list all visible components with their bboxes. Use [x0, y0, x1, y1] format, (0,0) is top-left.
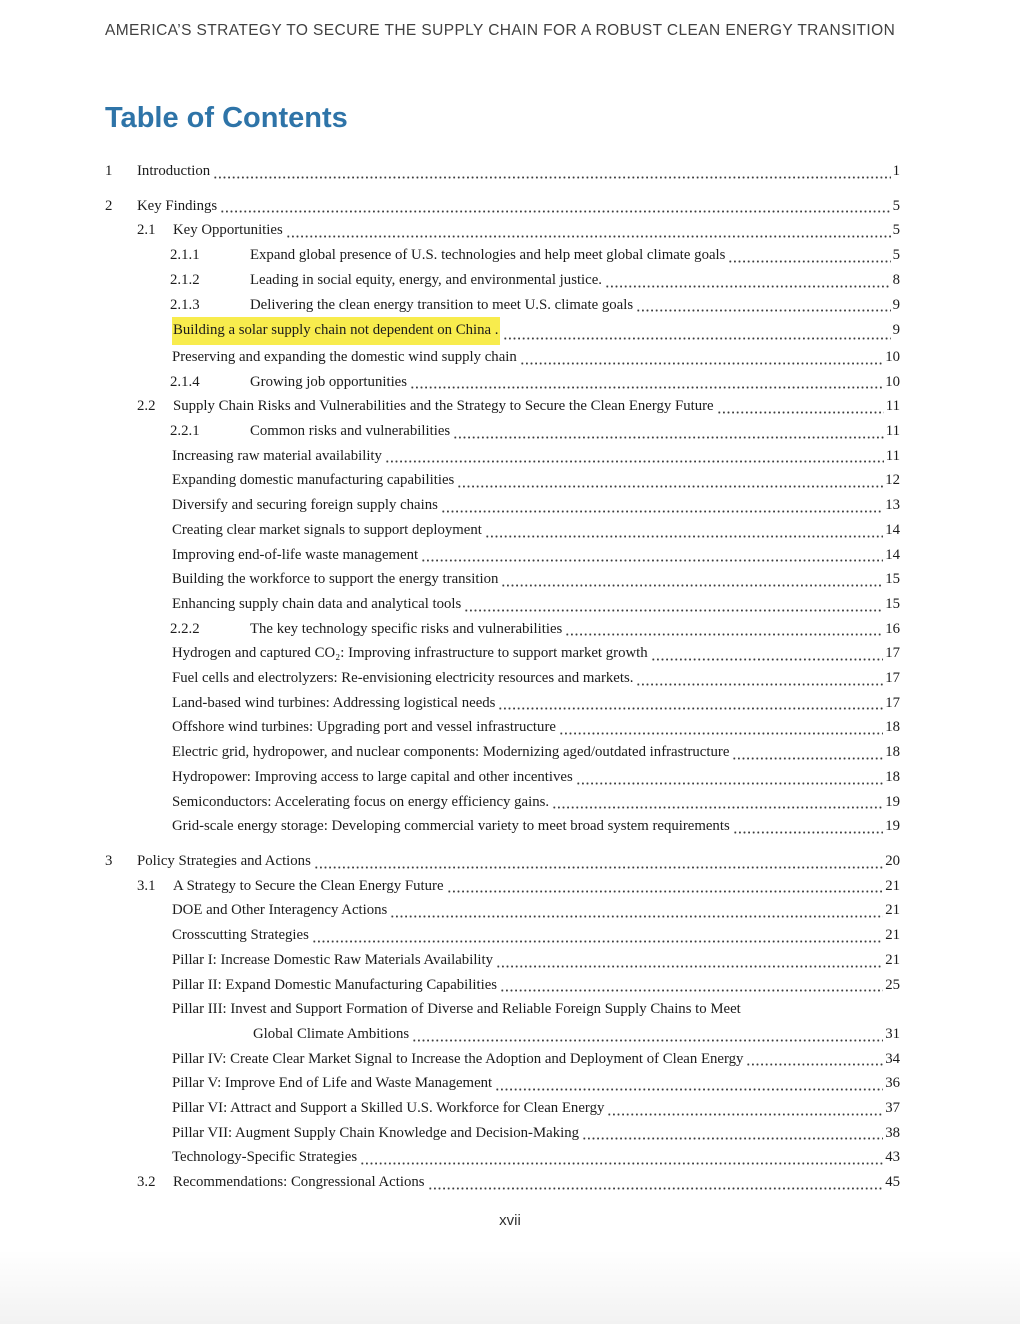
dot-leader [559, 715, 883, 740]
dot-leader [457, 468, 883, 493]
toc-entry-number: 2.1.3 [170, 296, 200, 313]
dot-leader [503, 317, 890, 345]
toc-entry-title: Electric grid, hydropower, and nuclear components: Modernizing aged/outdated infrastructure [172, 744, 730, 761]
toc-entry[interactable] [105, 814, 900, 839]
dot-leader [496, 948, 883, 973]
toc-entry-number: 2.2.1 [170, 423, 200, 440]
toc-entry-title: Key Findings [137, 197, 218, 214]
toc-entry-page: 36 [885, 1075, 900, 1092]
dot-leader [428, 1170, 884, 1195]
toc-entry[interactable] [105, 468, 900, 493]
dot-leader [636, 666, 883, 691]
toc-entry-number: 2.1.1 [170, 247, 200, 264]
toc-entry-page: 21 [885, 951, 900, 968]
toc-entry[interactable] [105, 518, 900, 543]
dot-leader [651, 641, 884, 666]
toc-entry-title: Pillar IV: Create Clear Market Signal to Increase the Adoption and Deployment of Clean Energy [172, 1050, 744, 1067]
dot-leader [636, 293, 890, 318]
toc-entry-title: Delivering the clean energy transition to meet U.S. climate goals [250, 296, 634, 313]
dot-leader [500, 973, 883, 998]
toc-entry-title: Crosscutting Strategies [172, 927, 309, 944]
toc-entry-number: 1 [105, 163, 113, 179]
dot-leader [385, 444, 884, 469]
toc-entry[interactable] [105, 973, 900, 998]
toc-entry-title: A Strategy to Secure the Clean Energy Future [173, 877, 444, 894]
dot-leader [744, 997, 898, 1022]
toc-entry[interactable] [105, 923, 900, 948]
dot-leader [286, 218, 891, 243]
dot-leader [453, 419, 884, 444]
toc-entry-page: 11 [885, 447, 900, 464]
dot-leader [447, 874, 884, 899]
dot-leader [421, 543, 883, 568]
toc-entry[interactable] [105, 592, 900, 617]
toc-entry-number: 2.1.4 [170, 373, 200, 390]
toc-entry-title: Pillar III: Invest and Support Formation of Diverse and Reliable Foreign Supply Chains to Meet [172, 1001, 741, 1018]
toc-entry[interactable] [105, 194, 900, 219]
dot-leader [220, 194, 890, 219]
toc-entry-page: 14 [885, 546, 900, 563]
toc-entry-page: 21 [885, 927, 900, 944]
toc-entry[interactable] [105, 948, 900, 973]
toc-entry-number: 2 [105, 197, 113, 214]
toc-entry-title: Common risks and vulnerabilities [250, 423, 451, 440]
toc-entry[interactable] [105, 1022, 900, 1047]
toc-entry[interactable] [105, 1121, 900, 1146]
toc-entry[interactable] [105, 691, 900, 716]
toc-entry-title: Preserving and expanding the domestic wind supply chain [172, 348, 517, 365]
toc-entry[interactable] [105, 765, 900, 790]
toc-entry-title: Growing job opportunities [250, 373, 408, 390]
toc-entry-title: Key Opportunities [173, 222, 283, 239]
toc-entry[interactable] [105, 1145, 900, 1170]
toc-entry-page: 12 [885, 472, 900, 489]
toc-entry-title: Creating clear market signals to support deployment [172, 521, 482, 538]
toc-entry-title: Leading in social equity, energy, and environmental justice. [250, 271, 603, 288]
toc-entry-page: 43 [885, 1149, 900, 1166]
dot-leader [607, 1096, 883, 1121]
toc-entry[interactable] [105, 874, 900, 899]
toc-entry[interactable] [105, 1096, 900, 1121]
toc-entry-title: Diversify and securing foreign supply chains [172, 497, 438, 514]
dot-leader [213, 159, 890, 184]
dot-leader [732, 740, 883, 765]
toc-entry[interactable] [105, 268, 900, 293]
toc-entry-title: Pillar VI: Attract and Support a Skilled U.S. Workforce for Clean Energy [172, 1100, 605, 1117]
toc-entry-title: Expand global presence of U.S. technologies and help meet global climate goals [250, 247, 726, 264]
toc-entry-title: Pillar I: Increase Domestic Raw Materials Availability [172, 951, 494, 968]
toc-entry-page: 9 [892, 322, 900, 339]
toc-entry-page: 10 [885, 373, 900, 390]
toc-entry-title: The key technology specific risks and vulnerabilities [250, 620, 563, 637]
toc-entry-page: 8 [892, 271, 900, 288]
toc-entry-title: Hydrogen and captured CO₂: Improving infrastructure to support market growth [172, 645, 648, 662]
dot-leader [410, 370, 883, 395]
toc-entry-title: Enhancing supply chain data and analytical tools [172, 595, 462, 612]
toc-entry-title: Recommendations: Congressional Actions [173, 1174, 425, 1191]
toc-entry[interactable] [105, 317, 900, 345]
toc-entry-page: 1 [892, 163, 900, 179]
toc-entry-title: Improving end-of-life waste management [172, 546, 419, 563]
toc-entry-title: Land-based wind turbines: Addressing logistical needs [172, 694, 496, 711]
toc-entry-page: 5 [892, 222, 900, 239]
toc-entry[interactable] [105, 394, 900, 419]
toc-entry[interactable] [105, 715, 900, 740]
dot-leader [501, 567, 883, 592]
toc-entry-number: 3 [105, 852, 113, 869]
toc-entry-title: Pillar II: Expand Domestic Manufacturing Capabilities [172, 976, 498, 993]
dot-leader [464, 592, 883, 617]
dot-leader [582, 1121, 883, 1146]
toc-entry-title: Building the workforce to support the energy transition [172, 571, 499, 588]
dot-leader [728, 243, 890, 268]
document-header: AMERICA’S STRATEGY TO SECURE THE SUPPLY CHAIN FOR A ROBUST CLEAN ENERGY TRANSITION [105, 22, 896, 39]
toc-entry-page: 21 [885, 877, 900, 894]
toc-entry-page: 34 [885, 1050, 900, 1067]
toc-entry[interactable] [105, 849, 900, 874]
toc-entry-page: 10 [885, 348, 900, 365]
toc-entry-number: 2.1 [137, 222, 156, 239]
toc-entry-title: Introduction [137, 163, 211, 179]
dot-leader [520, 345, 883, 370]
toc-entry-page: 17 [885, 645, 900, 662]
toc-entry-title: Semiconductors: Accelerating focus on energy efficiency gains. [172, 793, 550, 810]
toc-entry-page: 25 [885, 976, 900, 993]
toc-entry-number: 3.1 [137, 877, 156, 894]
toc-entry-page: 15 [885, 571, 900, 588]
toc-entry[interactable] [105, 617, 900, 642]
toc-entry-page: 21 [885, 902, 900, 919]
dot-leader [565, 617, 883, 642]
toc-entry-title: Global Climate Ambitions [253, 1025, 410, 1042]
toc-entry-title: Expanding domestic manufacturing capabilities [172, 472, 455, 489]
dot-leader [552, 790, 883, 815]
toc-entry-page: 13 [885, 497, 900, 514]
toc-entry-page: 38 [885, 1124, 900, 1141]
toc-entry[interactable] [105, 1071, 900, 1096]
toc-entry-title: Building a solar supply chain not dependent on China . [172, 317, 500, 345]
toc-entry-number: 2.1.2 [170, 271, 200, 288]
toc-entry-page: 31 [885, 1025, 900, 1042]
toc-entry[interactable] [105, 641, 900, 666]
toc-entry[interactable] [105, 444, 900, 469]
toc-entry-title: Increasing raw material availability [172, 447, 382, 464]
toc-entry[interactable] [105, 1047, 900, 1072]
toc-entry-page: 18 [885, 744, 900, 761]
dot-leader [717, 394, 884, 419]
dot-leader [485, 518, 883, 543]
dot-leader [441, 493, 883, 518]
toc-entry-title: Grid-scale energy storage: Developing commercial variety to meet broad system requirements [172, 818, 730, 835]
toc-entry[interactable] [105, 493, 900, 518]
toc-entry-page: 18 [885, 768, 900, 785]
toc-entry[interactable] [105, 567, 900, 592]
toc-entry[interactable] [105, 345, 900, 370]
dot-leader [412, 1022, 883, 1047]
toc-entry-title: Policy Strategies and Actions [137, 852, 311, 869]
dot-leader [576, 765, 883, 790]
toc-entry[interactable] [105, 159, 900, 184]
toc-entry-title: Offshore wind turbines: Upgrading port and vessel infrastructure [172, 719, 556, 736]
toc-entry-title: Pillar VII: Augment Supply Chain Knowledge and Decision-Making [172, 1124, 580, 1141]
toc-entry-page: 37 [885, 1100, 900, 1117]
toc-entry-page: 18 [885, 719, 900, 736]
toc-entry[interactable] [105, 293, 900, 318]
toc-entry[interactable] [105, 218, 900, 243]
toc-entry-number: 2.2.2 [170, 620, 200, 637]
dot-leader [312, 923, 883, 948]
dot-leader [390, 898, 883, 923]
page-title: Table of Contents [105, 102, 348, 134]
toc-entry[interactable] [105, 1170, 900, 1195]
toc-entry-title: Fuel cells and electrolyzers: Re-envisioning electricity resources and markets. [172, 670, 634, 687]
toc-entry[interactable] [105, 543, 900, 568]
dot-leader [495, 1071, 883, 1096]
table-of-contents [105, 159, 900, 1195]
toc-entry-page: 5 [892, 197, 900, 214]
toc-entry-page: 16 [885, 620, 900, 637]
toc-entry-title: Technology-Specific Strategies [172, 1149, 358, 1166]
toc-entry-page: 11 [885, 423, 900, 440]
dot-leader [498, 691, 883, 716]
toc-entry-page: 17 [885, 670, 900, 687]
dot-leader [360, 1145, 883, 1170]
toc-entry[interactable] [105, 666, 900, 691]
dot-leader [605, 268, 891, 293]
toc-entry-page: 45 [885, 1174, 900, 1191]
page-number: xvii [499, 1212, 521, 1229]
toc-entry-number: 2.2 [137, 398, 156, 415]
toc-entry-page: 19 [885, 818, 900, 835]
toc-entry-page: 19 [885, 793, 900, 810]
toc-entry[interactable] [105, 370, 900, 395]
toc-entry-page: 11 [885, 398, 900, 415]
dot-leader [746, 1047, 883, 1072]
toc-entry-number: 3.2 [137, 1174, 156, 1191]
toc-entry[interactable] [105, 740, 900, 765]
toc-entry[interactable] [105, 243, 900, 268]
toc-entry-page: 5 [892, 247, 900, 264]
toc-entry[interactable] [105, 898, 900, 923]
toc-entry-page: 9 [892, 296, 900, 313]
toc-entry[interactable] [105, 997, 900, 1022]
toc-entry-page: 17 [885, 694, 900, 711]
toc-entry-page: 15 [885, 595, 900, 612]
toc-entry-title: DOE and Other Interagency Actions [172, 902, 388, 919]
dot-leader [733, 814, 884, 839]
toc-entry-title: Pillar V: Improve End of Life and Waste Management [172, 1075, 493, 1092]
toc-entry[interactable] [105, 419, 900, 444]
toc-entry-page: 14 [885, 521, 900, 538]
toc-entry-page: 20 [885, 852, 900, 869]
toc-entry-title: Supply Chain Risks and Vulnerabilities and the Strategy to Secure the Clean Energy Future [173, 398, 714, 415]
dot-leader [314, 849, 883, 874]
toc-entry-title: Hydropower: Improving access to large capital and other incentives [172, 768, 573, 785]
toc-entry[interactable] [105, 790, 900, 815]
